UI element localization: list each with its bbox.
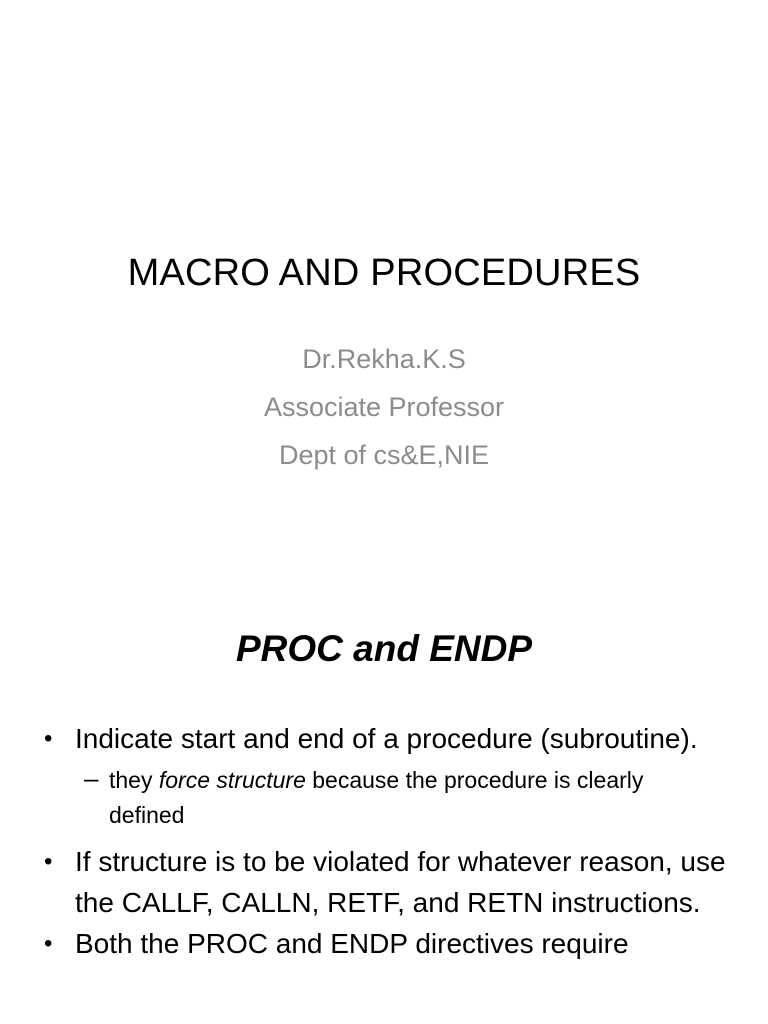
bullet-item xyxy=(0,841,768,923)
content-slide-title: PROC and ENDP xyxy=(235,628,533,669)
bullet-marker: • xyxy=(44,930,53,957)
author-position: Associate Professor xyxy=(263,392,505,422)
author-name: Dr.Rekha.K.S xyxy=(302,344,466,374)
bullet-text: Indicate start and end of a procedure (subroutine). xyxy=(75,723,698,754)
bullet-marker: • xyxy=(44,848,53,875)
bullet-item xyxy=(0,718,768,759)
slide-title-main: MACRO AND PROCEDURES xyxy=(127,252,641,294)
bullet-marker: • xyxy=(44,725,53,752)
bullet-text: If structure is to be violated for whatever reason, use the CALLF, CALLN, RETF, and RETN instructions. xyxy=(75,846,726,918)
sub-bullet-emphasis: force structure xyxy=(158,767,306,793)
author-department: Dept of cs&E,NIE xyxy=(278,440,490,470)
sub-bullet-item xyxy=(0,763,768,833)
sub-bullet-text-post: because the procedure is clearly defined xyxy=(109,767,644,828)
subtitle-block xyxy=(0,335,768,479)
sub-bullet-marker: – xyxy=(84,763,99,793)
bullet-list xyxy=(0,718,768,964)
bullet-item xyxy=(0,923,768,964)
sub-bullet-text-pre: they xyxy=(109,767,159,793)
content-slide xyxy=(0,576,768,1024)
bullet-text: Both the PROC and ENDP directives require xyxy=(75,928,629,959)
